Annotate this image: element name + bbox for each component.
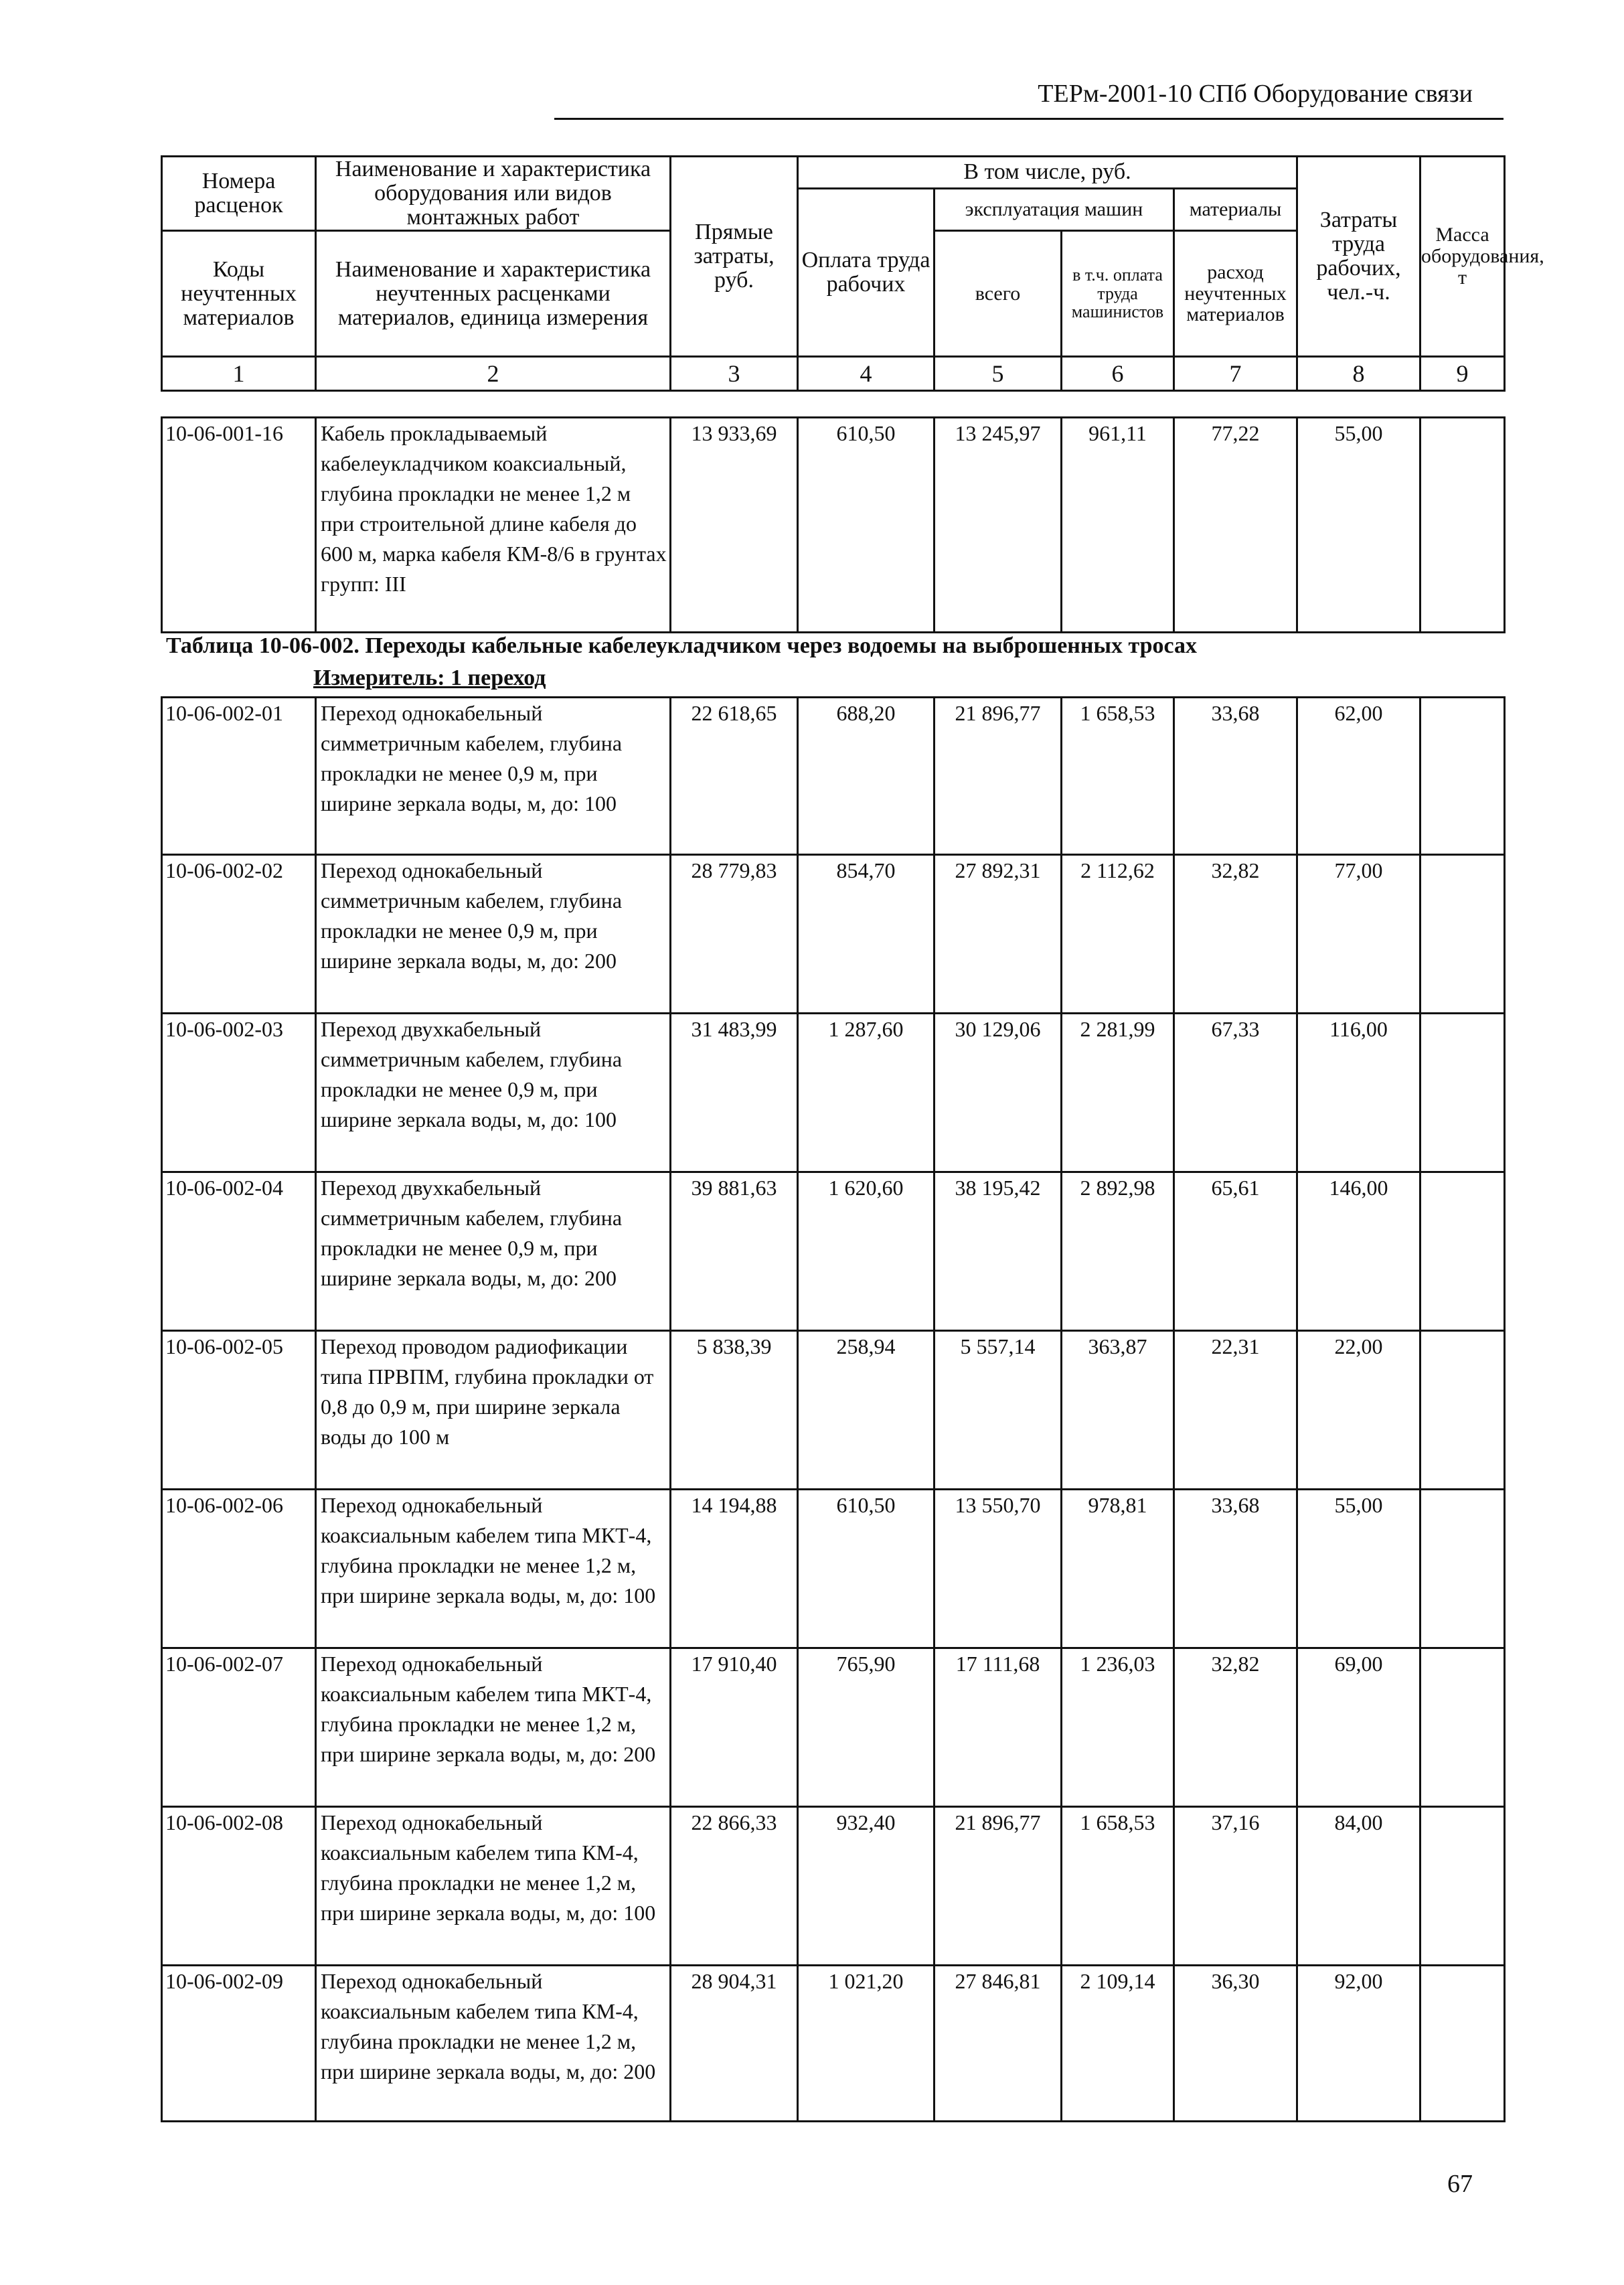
row-labor: 1 620,60: [798, 1172, 935, 1331]
table-row: [162, 1014, 1505, 1172]
row-code: 10-06-002-04: [162, 1172, 316, 1331]
page-number: 67: [1447, 2170, 1473, 2198]
row-direct: 22 866,33: [671, 1807, 798, 1966]
row-code: 10-06-002-03: [162, 1014, 316, 1172]
row-name: Переход проводом радиофикации типа ПРВПМ, глубина прокладки от 0,8 до 0,9 м, при ширине зеркала воды до 100 м: [316, 1331, 671, 1490]
row-name: Переход двухкабельный симметричным кабелем, глубина прокладки не менее 0,9 м, при ширине зеркала воды, м, до: 100: [316, 1014, 671, 1172]
row-code: 10-06-002-01: [162, 698, 316, 855]
row-materials: 32,82: [1174, 1648, 1297, 1807]
row-mach-labor: 2 109,14: [1062, 1966, 1174, 2122]
row-direct: 28 779,83: [671, 855, 798, 1014]
unit-label: Измеритель: 1 переход: [313, 665, 546, 690]
row-name: Переход однокабельный коаксиальным кабелем типа КМ-4, глубина прокладки не менее 1,2 м, при ширине зеркала воды, м, до: 200: [316, 1966, 671, 2122]
row-direct: 5 838,39: [671, 1331, 798, 1490]
header-group: В том числе, руб.: [798, 157, 1297, 189]
row-mach-labor: 2 112,62: [1062, 855, 1174, 1014]
table-row: [162, 855, 1505, 1014]
row-mach: 13 550,70: [935, 1490, 1062, 1648]
header-materials: материалы: [1174, 189, 1297, 231]
row-direct: 39 881,63: [671, 1172, 798, 1331]
row-name: Переход однокабельный коаксиальным кабелем типа КМ-4, глубина прокладки не менее 1,2 м, при ширине зеркала воды, м, до: 100: [316, 1807, 671, 1966]
row-direct: 28 904,31: [671, 1966, 798, 2122]
table-row: [162, 1807, 1505, 1966]
row-mass: [1420, 418, 1505, 633]
col-number: 8: [1297, 357, 1420, 391]
row-hours: 62,00: [1297, 698, 1420, 855]
header-col9: Масса оборудования, т: [1420, 157, 1505, 357]
header-col3: Прямые затраты, руб.: [671, 157, 798, 357]
row-mach-labor: 1 658,53: [1062, 698, 1174, 855]
row-hours: 22,00: [1297, 1331, 1420, 1490]
row-labor: 258,94: [798, 1331, 935, 1490]
table-row: [162, 1172, 1505, 1331]
table-row: [162, 1331, 1505, 1490]
row-mach-labor: 961,11: [1062, 418, 1174, 633]
header-col8: Затраты труда рабочих, чел.-ч.: [1297, 157, 1420, 357]
header-col7: расход неучтенных материалов: [1174, 231, 1297, 357]
col-number: 2: [316, 357, 671, 391]
row-labor: 688,20: [798, 698, 935, 855]
row-labor: 610,50: [798, 418, 935, 633]
row-name: Переход двухкабельный симметричным кабелем, глубина прокладки не менее 0,9 м, при ширине зеркала воды, м, до: 200: [316, 1172, 671, 1331]
row-code: 10-06-002-05: [162, 1331, 316, 1490]
row-direct: 14 194,88: [671, 1490, 798, 1648]
row-hours: 55,00: [1297, 1490, 1420, 1648]
row-code: 10-06-002-07: [162, 1648, 316, 1807]
table-caption: Таблица 10-06-002. Переходы кабельные кабелеукладчиком через водоемы на выброшенных тросах: [166, 633, 1198, 658]
row-materials: 33,68: [1174, 698, 1297, 855]
row-mass: [1420, 1331, 1505, 1490]
row-code: 10-06-002-06: [162, 1490, 316, 1648]
header-table: [161, 155, 1544, 392]
row-labor: 1 287,60: [798, 1014, 935, 1172]
row-mach: 17 111,68: [935, 1648, 1062, 1807]
col-number: 6: [1062, 357, 1174, 391]
row-materials: 67,33: [1174, 1014, 1297, 1172]
row-name: Переход однокабельный симметричным кабелем, глубина прокладки не менее 0,9 м, при ширине зеркала воды, м, до: 100: [316, 698, 671, 855]
row-mach: 30 129,06: [935, 1014, 1062, 1172]
row-mach: 27 892,31: [935, 855, 1062, 1014]
row-mass: [1420, 1490, 1505, 1648]
row-mach-labor: 1 236,03: [1062, 1648, 1174, 1807]
first-block-table: [161, 416, 1506, 633]
row-name: Переход однокабельный коаксиальным кабелем типа МКТ-4, глубина прокладки не менее 1,2 м, при ширине зеркала воды, м, до: 200: [316, 1648, 671, 1807]
row-direct: 22 618,65: [671, 698, 798, 855]
row-mach: 27 846,81: [935, 1966, 1062, 2122]
row-mach: 21 896,77: [935, 698, 1062, 855]
row-mach: 13 245,97: [935, 418, 1062, 633]
row-materials: 65,61: [1174, 1172, 1297, 1331]
row-direct: 31 483,99: [671, 1014, 798, 1172]
header-rule: [554, 118, 1504, 120]
row-name: Переход однокабельный коаксиальным кабелем типа МКТ-4, глубина прокладки не менее 1,2 м, при ширине зеркала воды, м, до: 100: [316, 1490, 671, 1648]
header-col6: в т.ч. оплата труда машинистов: [1062, 231, 1174, 357]
row-hours: 146,00: [1297, 1172, 1420, 1331]
table-row: [162, 418, 1505, 633]
table-row: [162, 1648, 1505, 1807]
col-number: 7: [1174, 357, 1297, 391]
row-hours: 77,00: [1297, 855, 1420, 1014]
row-mach: 38 195,42: [935, 1172, 1062, 1331]
second-block-table: [161, 696, 1506, 2122]
row-hours: 92,00: [1297, 1966, 1420, 2122]
row-code: 10-06-002-09: [162, 1966, 316, 2122]
row-hours: 84,00: [1297, 1807, 1420, 1966]
row-mach-labor: 2 892,98: [1062, 1172, 1174, 1331]
row-mass: [1420, 1648, 1505, 1807]
table-row: [162, 1966, 1505, 2122]
row-name: Кабель прокладываемый кабелеукладчиком коаксиальный, глубина прокладки не менее 1,2 м при строительной длине кабеля до 600 м, марка кабеля КМ-8/6 в грунтах групп: III: [316, 418, 671, 633]
col-number: 3: [671, 357, 798, 391]
row-direct: 17 910,40: [671, 1648, 798, 1807]
row-mass: [1420, 1014, 1505, 1172]
row-materials: 77,22: [1174, 418, 1297, 633]
row-mass: [1420, 855, 1505, 1014]
row-direct: 13 933,69: [671, 418, 798, 633]
col-number: 5: [935, 357, 1062, 391]
table-row: [162, 1490, 1505, 1648]
document-title: ТЕРм-2001-10 СПб Оборудование связи: [1038, 80, 1473, 108]
row-code: 10-06-002-02: [162, 855, 316, 1014]
row-materials: 22,31: [1174, 1331, 1297, 1490]
header-machines: эксплуатация машин: [935, 189, 1174, 231]
row-mach: 21 896,77: [935, 1807, 1062, 1966]
header-col5: всего: [935, 231, 1062, 357]
row-labor: 765,90: [798, 1648, 935, 1807]
row-hours: 55,00: [1297, 418, 1420, 633]
row-labor: 1 021,20: [798, 1966, 935, 2122]
col-number: 1: [162, 357, 316, 391]
row-name: Переход однокабельный симметричным кабелем, глубина прокладки не менее 0,9 м, при ширине зеркала воды, м, до: 200: [316, 855, 671, 1014]
row-mach-labor: 2 281,99: [1062, 1014, 1174, 1172]
row-mach-labor: 363,87: [1062, 1331, 1174, 1490]
row-hours: 69,00: [1297, 1648, 1420, 1807]
col-number: 9: [1420, 357, 1505, 391]
row-materials: 32,82: [1174, 855, 1297, 1014]
row-mach-labor: 978,81: [1062, 1490, 1174, 1648]
row-code: 10-06-002-08: [162, 1807, 316, 1966]
row-materials: 33,68: [1174, 1490, 1297, 1648]
row-labor: 854,70: [798, 855, 935, 1014]
row-mass: [1420, 1966, 1505, 2122]
table-row: [162, 698, 1505, 855]
header-col4: Оплата труда рабочих: [798, 189, 935, 357]
row-labor: 932,40: [798, 1807, 935, 1966]
header-col2-top: Наименование и характеристика оборудования или видов монтажных работ: [316, 157, 671, 231]
row-materials: 37,16: [1174, 1807, 1297, 1966]
col-number: 4: [798, 357, 935, 391]
row-labor: 610,50: [798, 1490, 935, 1648]
row-materials: 36,30: [1174, 1966, 1297, 2122]
header-col2-bottom: Наименование и характеристика неучтенных расценками материалов, единица измерения: [316, 231, 671, 357]
header-col1-top: Номера расценок: [162, 157, 316, 231]
row-mach-labor: 1 658,53: [1062, 1807, 1174, 1966]
row-hours: 116,00: [1297, 1014, 1420, 1172]
row-mass: [1420, 1172, 1505, 1331]
row-mass: [1420, 698, 1505, 855]
row-code: 10-06-001-16: [162, 418, 316, 633]
row-mach: 5 557,14: [935, 1331, 1062, 1490]
header-col1-bottom: Коды неучтенных материалов: [162, 231, 316, 357]
row-mass: [1420, 1807, 1505, 1966]
